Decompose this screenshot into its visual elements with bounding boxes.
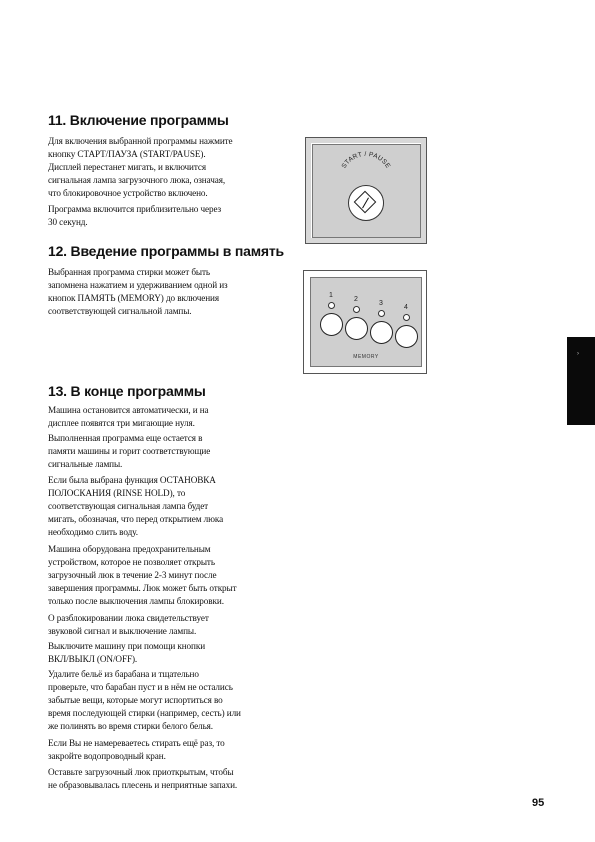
memory-button	[370, 321, 393, 344]
edge-tab-mark: ›	[577, 351, 579, 357]
memory-button	[320, 313, 343, 336]
section-title-program-memory: 12. Введение программы в память	[48, 243, 284, 259]
paragraph: Выполненная программа еще остается в памяти машины и горит соответствующие сигнальные лампы.	[48, 433, 211, 469]
led-indicator-icon	[328, 302, 335, 309]
paragraph: Для включения выбранной программы нажмите кнопку СТАРТ/ПАУЗА (START/PAUSE). Дисплей перестанет мигать, и включится сигнальная лампа загрузочного люка, означая, что блокировочное устройство включено.	[48, 136, 233, 198]
paragraph: О разблокировании люка свидетельствует звуковой сигнал и выключение лампы.	[48, 613, 209, 636]
memory-button	[395, 325, 418, 348]
paragraph: Выбранная программа стирки может быть запомнена нажатием и удерживанием одной из кнопок ПАМЯТЬ (MEMORY) до включения соответствующей сигнальной лампы.	[48, 267, 228, 316]
start-pause-button	[348, 185, 384, 221]
section-title-start-program: 11. Включение программы	[48, 112, 229, 128]
paragraph: Машина оборудована предохранительным устройством, которое не позволяет открыть загрузочный люк в течение 2-3 минут после завершения программы. Люк может быть открыт только после выключения лампы блокировки.	[48, 544, 237, 606]
memory-panel	[310, 277, 422, 367]
paragraph: Выключите машину при помощи кнопки ВКЛ/ВЫКЛ (ON/OFF).	[48, 641, 206, 664]
paragraph: Если была выбрана функция ОСТАНОВКА ПОЛОСКАНИЯ (RINSE HOLD), то соответствующая сигнальная лампа будет мигать, обозначая, что перед открытием люка необходимо слить воду.	[48, 475, 224, 537]
page-number: 95	[532, 797, 545, 809]
section-title-end-of-program: 13. В конце программы	[48, 383, 206, 399]
led-indicator-icon	[378, 310, 385, 317]
memory-buttons-illustration	[303, 270, 427, 374]
section-edge-tab	[567, 337, 595, 425]
paragraph: Удалите бельё из барабана и тщательно проверьте, что барабан пуст и в нём не остались забытые вещи, которые могут испортиться во время последующей стирки (например, сесть) или же полинять во время стирки белого белья.	[48, 669, 241, 731]
led-indicator-icon	[353, 306, 360, 313]
start-pause-illustration	[305, 137, 427, 244]
memory-button	[345, 317, 368, 340]
paragraph: Машина остановится автоматически, и на дисплее появятся три мигающие нуля.	[48, 405, 209, 428]
svg-text:START / PAUSE: START / PAUSE	[340, 150, 392, 170]
memory-label: MEMORY	[353, 354, 379, 360]
memory-key-number: 3	[379, 300, 383, 307]
memory-key-number: 2	[354, 296, 358, 303]
memory-key-number: 1	[329, 292, 333, 299]
memory-key-number: 4	[404, 304, 408, 311]
led-indicator-icon	[403, 314, 410, 321]
paragraph: Оставьте загрузочный люк приоткрытым, чтобы не образовывалась плесень и неприятные запахи.	[48, 767, 238, 790]
paragraph: Программа включится приблизительно через 30 секунд.	[48, 204, 222, 227]
paragraph: Если Вы не намереваетесь стирать ещё раз, то закройте водопроводный кран.	[48, 738, 225, 761]
